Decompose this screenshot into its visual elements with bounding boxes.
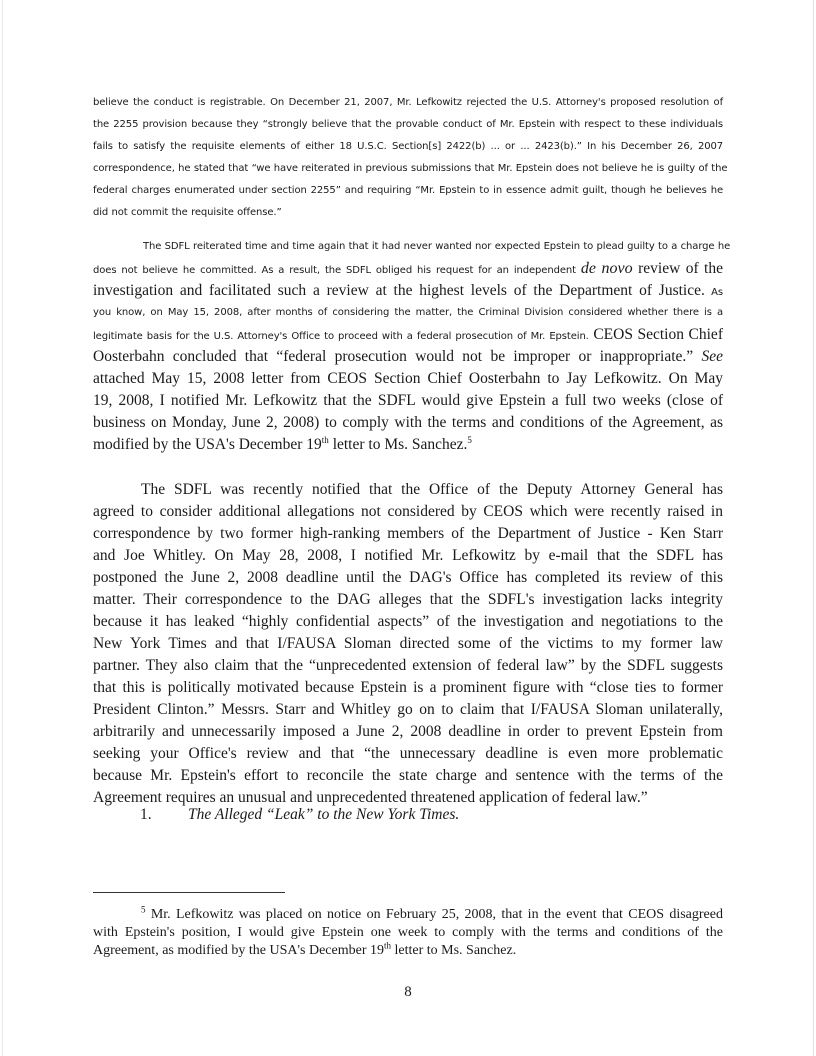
text-segment: Oosterbahn concluded that “federal prosecution would not be improper or inappropriate.” xyxy=(93,348,702,365)
footnote-line xyxy=(93,942,723,960)
text-line: New York Times and that I/FAUSA Sloman directed some of the victims to my former law xyxy=(93,635,723,652)
left-page-edge xyxy=(2,0,3,1056)
text-segment: legitimate basis for the U.S. Attorney's Office to proceed with a federal prosecution of Mr. Epstein. xyxy=(93,331,589,342)
text-line: attached May 15, 2008 letter from CEOS Section Chief Oosterbahn to Jay Lefkowitz. On May xyxy=(93,370,723,387)
text-segment: letter to Ms. Sanchez. xyxy=(391,943,517,958)
text-line: The SDFL reiterated time and time again that it had never wanted nor expected Epstein to plead guilty to a charge he xyxy=(143,241,731,252)
text-line: matter. Their correspondence to the DAG alleges that the SDFL's investigation lacks integrity xyxy=(93,591,723,608)
section-title: The Alleged “Leak” to the New York Times. xyxy=(188,806,460,823)
text-line xyxy=(93,259,723,279)
italic-see: See xyxy=(701,348,723,365)
text-line: because it has leaked “highly confidential aspects” of the investigation and negotiations to the xyxy=(93,613,723,630)
text-line: Agreement requires an unusual and unprecedented threatened application of federal law.” xyxy=(93,789,648,806)
text-line: 19, 2008, I notified Mr. Lefkowitz that the SDFL would give Epstein a full two weeks (close of xyxy=(93,392,723,409)
text-segment: letter to Ms. Sanchez. xyxy=(328,436,468,453)
text-line: correspondence by two former high-ranking members of the Department of Justice - Ken Starr xyxy=(93,525,723,542)
text-segment: Mr. Lefkowitz was placed on notice on February 25, 2008, that in the event that CEOS disagreed xyxy=(145,907,723,922)
text-line: business on Monday, June 2, 2008) to comply with the terms and conditions of the Agreement, as xyxy=(93,414,723,431)
text-segment: review of the xyxy=(632,260,723,277)
text-line xyxy=(93,281,723,301)
text-line: The SDFL was recently notified that the Office of the Deputy Attorney General has xyxy=(141,481,723,498)
right-page-edge xyxy=(813,0,814,1056)
text-line xyxy=(93,435,723,455)
text-line: the 2255 provision because they “strongly believe that the provable conduct of Mr. Epstein with respect to these individuals xyxy=(93,119,723,130)
text-line: federal charges enumerated under section 2255” and requiring “Mr. Epstein to in essence admit guilt, though he believes he xyxy=(93,185,723,196)
footnote-divider xyxy=(93,892,285,893)
text-line: correspondence, he stated that “we have reiterated in previous submissions that Mr. Epstein does not believe he is guilty of the xyxy=(93,163,728,174)
text-line: agreed to consider additional allegations not considered by CEOS which were recently raised in xyxy=(93,503,723,520)
text-segment: Agreement, as modified by the USA's December 19 xyxy=(93,943,384,958)
italic-term: de novo xyxy=(580,260,633,277)
text-line: believe the conduct is registrable. On December 21, 2007, Mr. Lefkowitz rejected the U.S. Attorney's proposed resolution of xyxy=(93,97,723,108)
text-line: seeking your Office's review and that “the unnecessary deadline is even more problematic xyxy=(93,745,723,762)
section-number: 1. xyxy=(140,806,152,823)
text-line: and Joe Whitley. On May 28, 2008, I notified Mr. Lefkowitz by e-mail that the SDFL has xyxy=(93,547,723,564)
text-line: President Clinton.” Messrs. Starr and Whitley go on to claim that I/FAUSA Sloman unilaterally, xyxy=(93,701,723,718)
text-segment: investigation and facilitated such a review at the highest levels of the Department of Justice. xyxy=(93,282,705,299)
ordinal-suffix: th xyxy=(321,434,329,445)
text-line xyxy=(93,325,723,345)
text-line: postponed the June 2, 2008 deadline until the DAG's Office has completed its review of this xyxy=(93,569,723,586)
text-line: did not commit the requisite offense.” xyxy=(93,207,282,218)
text-line: fails to satisfy the requisite elements of either 18 U.S.C. Section[s] 2422(b) ... or ... 2423(b).” In his December 26, 2007 xyxy=(93,141,723,152)
footnote-line: with Epstein's position, I would give Epstein one week to comply with the terms and conditions of the xyxy=(93,925,723,940)
footnote-marker: 5 xyxy=(141,904,146,915)
text-segment: CEOS Section Chief xyxy=(588,326,723,343)
text-segment: does not believe he committed. As a result, the SDFL obliged his request for an independent xyxy=(93,265,581,276)
text-line: that this is politically motivated because Epstein is a prominent figure with “close ties to former xyxy=(93,679,723,696)
footnote-reference[interactable]: 5 xyxy=(467,434,472,445)
footnote-line xyxy=(141,906,723,924)
text-segment: modified by the USA's December 19 xyxy=(93,436,322,453)
text-line: you know, on May 15, 2008, after months of considering the matter, the Criminal Division considered whether there is a xyxy=(93,307,723,318)
section-heading xyxy=(140,806,459,824)
text-segment: As xyxy=(704,287,723,298)
text-line: because Mr. Epstein's effort to reconcile the state charge and sentence with the terms of the xyxy=(93,767,723,784)
text-line xyxy=(93,347,723,367)
text-line: arbitrarily and unnecessarily imposed a June 2, 2008 deadline in order to prevent Epstein from xyxy=(93,723,723,740)
ordinal-suffix: th xyxy=(384,940,392,951)
text-line: partner. They also claim that the “unprecedented extension of federal law” by the SDFL suggests xyxy=(93,657,723,674)
page-number: 8 xyxy=(404,984,412,1000)
